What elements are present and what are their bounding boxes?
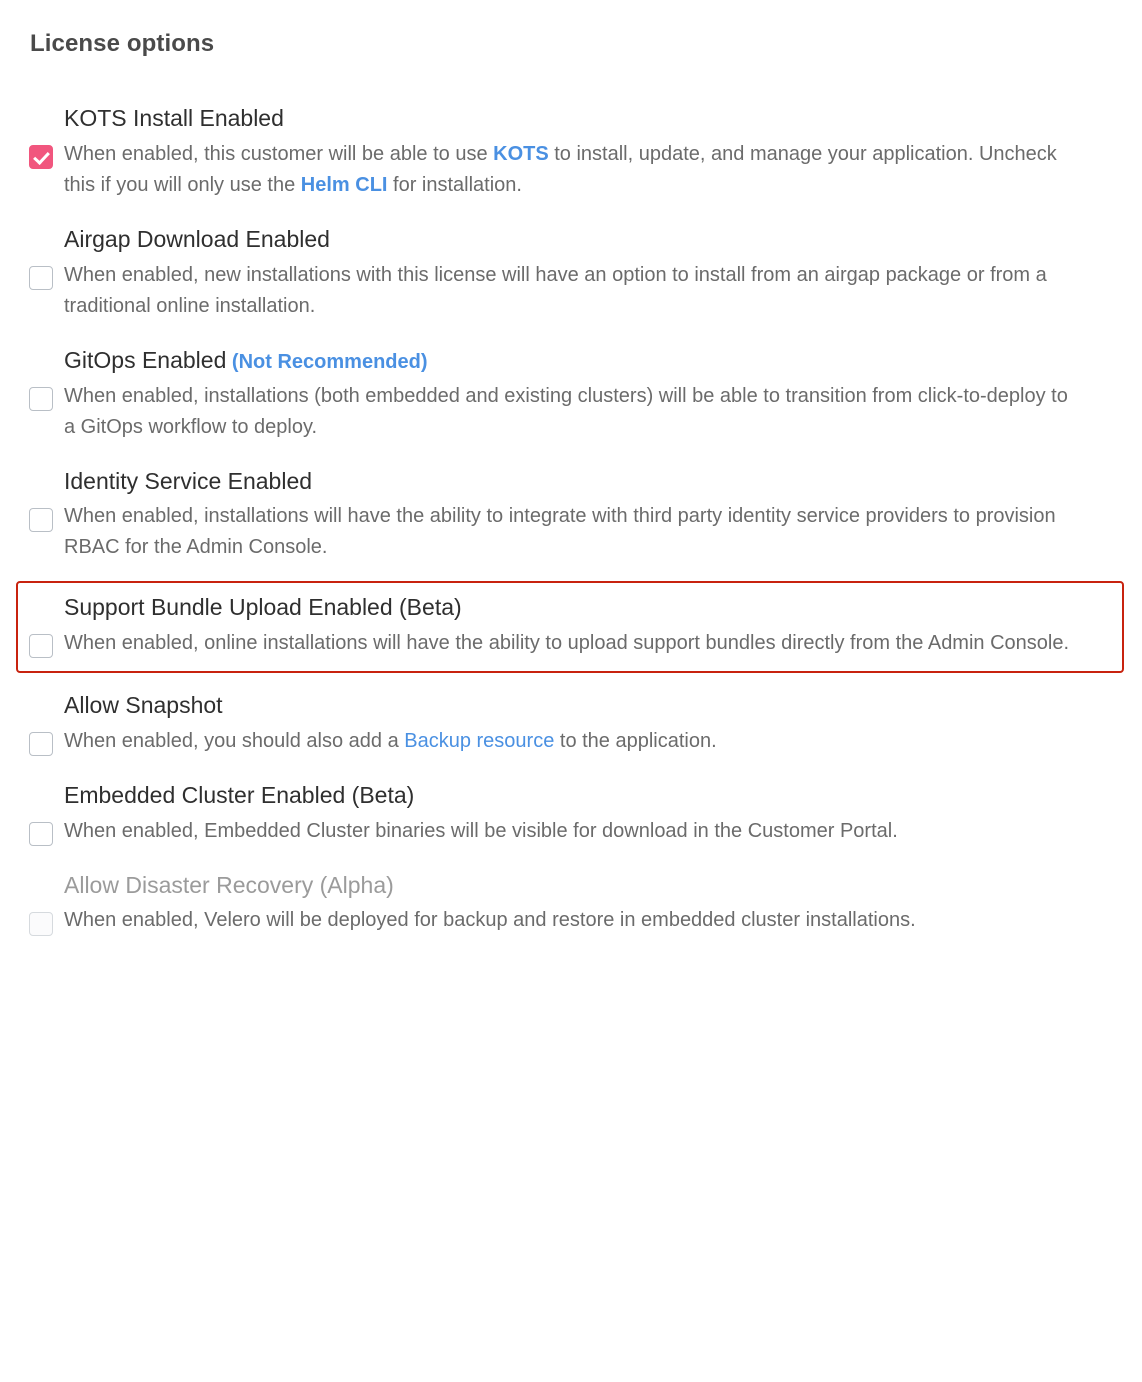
option-description [64, 139, 1082, 201]
option-body [64, 691, 1082, 757]
checkbox-airgap-download-enabled[interactable] [29, 266, 53, 290]
description-text: to install, update, and manage your application. Uncheck this if you will only use the [64, 142, 1057, 196]
option-title: Allow Disaster Recovery (Alpha) [64, 871, 394, 898]
option-title: Embedded Cluster Enabled (Beta) [64, 781, 415, 808]
page-title: License options [30, 30, 215, 57]
description-link[interactable]: KOTS [493, 142, 549, 165]
option-body [64, 781, 1082, 847]
checkbox-embedded-cluster-enabled[interactable] [29, 822, 53, 846]
license-option-airgap-download-enabled[interactable] [16, 213, 1124, 334]
option-description [64, 260, 1082, 322]
option-description [64, 381, 1082, 443]
option-description [64, 726, 1082, 757]
checkbox-wrapper [18, 593, 64, 658]
description-text: When enabled, you should also add a [64, 729, 405, 752]
description-text: When enabled, Velero will be deployed for backup and restore in embedded cluster installations. [64, 909, 916, 932]
description-link[interactable]: Backup resource [404, 729, 555, 752]
description-text: to the application. [554, 729, 717, 752]
option-description [64, 816, 1082, 847]
description-text: When enabled, installations will have the ability to integrate with third party identity service providers to provision RBAC for the Admin Console. [64, 505, 1056, 559]
checkbox-kots-install-enabled[interactable] [29, 145, 53, 169]
description-text: When enabled, new installations with this license will have an option to install from an airgap package or from a traditional online installation. [64, 263, 1047, 317]
license-option-kots-install-enabled[interactable] [16, 92, 1124, 213]
option-title: Support Bundle Upload Enabled (Beta) [64, 594, 462, 621]
description-text: When enabled, online installations will have the ability to upload support bundles directly from the Admin Console. [64, 632, 1070, 654]
license-option-identity-service-enabled[interactable] [16, 455, 1124, 576]
checkbox-gitops-enabled[interactable] [29, 387, 53, 411]
option-title: GitOps Enabled (Not Recommended) [64, 346, 428, 373]
checkbox-support-bundle-upload-enabled[interactable] [29, 634, 53, 658]
option-body [64, 871, 1082, 937]
description-text: for installation. [387, 173, 522, 196]
option-body [64, 593, 1082, 659]
option-body [64, 104, 1082, 201]
checkbox-wrapper [18, 871, 64, 936]
checkbox-wrapper [18, 225, 64, 290]
checkbox-allow-snapshot[interactable] [29, 732, 53, 756]
option-title: Identity Service Enabled [64, 467, 313, 494]
option-description [64, 905, 1082, 936]
checkbox-wrapper [18, 467, 64, 532]
option-description [64, 628, 1082, 659]
option-note-badge: (Not Recommended) [226, 350, 428, 373]
license-option-allow-snapshot[interactable] [16, 679, 1124, 769]
option-body [64, 225, 1082, 322]
option-body [64, 346, 1082, 443]
description-text: When enabled, installations (both embedded and existing clusters) will be able to transition from click-to-deploy to a GitOps workflow to deploy. [64, 384, 1068, 438]
checkbox-wrapper [18, 781, 64, 846]
option-title: KOTS Install Enabled [64, 105, 284, 131]
option-description [64, 501, 1082, 563]
license-option-embedded-cluster-enabled[interactable] [16, 769, 1124, 859]
description-link[interactable]: Helm CLI [300, 173, 388, 196]
checkbox-wrapper [18, 346, 64, 411]
option-title: Allow Snapshot [64, 692, 223, 718]
checkbox-wrapper [18, 104, 64, 169]
option-body [64, 467, 1082, 564]
license-option-support-bundle-upload-enabled[interactable] [16, 581, 1124, 673]
license-options-list [0, 92, 1142, 948]
checkbox-wrapper [18, 691, 64, 756]
option-title: Airgap Download Enabled [64, 225, 330, 252]
description-text: When enabled, Embedded Cluster binaries will be visible for download in the Customer Portal. [64, 819, 898, 842]
checkbox-identity-service-enabled[interactable] [29, 508, 53, 532]
checkbox-allow-disaster-recovery [29, 912, 53, 936]
license-option-gitops-enabled[interactable] [16, 334, 1124, 455]
description-text: When enabled, this customer will be able to use [64, 142, 494, 165]
license-option-allow-disaster-recovery[interactable] [16, 859, 1124, 949]
